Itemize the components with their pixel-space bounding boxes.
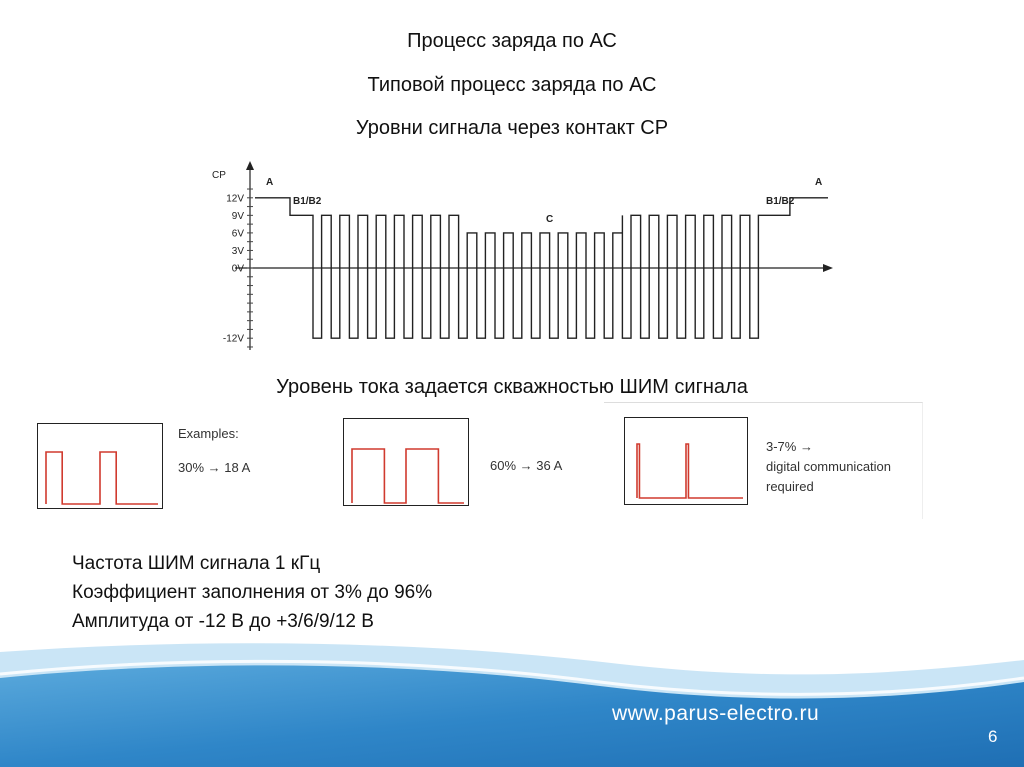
y-tick-label: 0V — [231, 263, 244, 275]
pwm-trace-30 — [38, 424, 162, 508]
example-3-7-line1: 3-7% → — [766, 439, 813, 454]
pwm-frequency-line: Частота ШИМ сигнала 1 кГц — [72, 553, 321, 574]
x-axis-arrow — [823, 264, 833, 272]
subtitle-typical-process: Типовой процесс заряда по АС — [367, 74, 657, 96]
axis-label-cp: CP — [212, 170, 226, 181]
pwm-trace-60 — [344, 419, 468, 505]
y-axis-arrow — [246, 161, 254, 170]
example-30-percent-text: 30% → 18 A — [178, 460, 251, 475]
example-60-percent-text: 60% → 36 A — [490, 458, 563, 473]
pwm-parameters — [72, 549, 432, 636]
subtitle-signal-levels: Уровни сигнала через контакт СР — [355, 117, 669, 139]
slide-title: Процесс заряда по АС — [407, 30, 617, 52]
y-tick-label: -12V — [222, 333, 244, 345]
pwm-example-panel-3 — [604, 402, 923, 519]
pwm-scope-box-3 — [624, 417, 748, 505]
y-axis-ticks — [223, 193, 244, 344]
examples-header: Examples: — [178, 426, 239, 441]
y-tick-label: 9V — [231, 210, 244, 222]
state-label-left-a: A — [266, 177, 274, 188]
y-tick-label: 6V — [231, 228, 244, 240]
state-label-right-b: B1/B2 — [766, 196, 795, 207]
pwm-scope-box-2 — [343, 418, 469, 506]
example-3-7-line2: digital communication — [766, 459, 892, 474]
state-label-center-c: C — [546, 214, 554, 225]
cp-signal-diagram — [195, 160, 845, 360]
y-tick-label: 12V — [226, 193, 244, 205]
amplitude-range-line: Амплитуда от -12 В до +3/6/9/12 В — [72, 611, 374, 632]
diagram-axes — [235, 161, 833, 350]
page-number: 6 — [988, 727, 998, 746]
footer-website-url[interactable]: www.parus-electro.ru — [612, 702, 820, 725]
pwm-trace-3-7 — [625, 418, 747, 504]
state-label-right-a: A — [815, 177, 823, 188]
state-label-left-b: B1/B2 — [293, 196, 322, 207]
pwm-example-panel-2 — [338, 414, 596, 510]
pwm-scope-box-1 — [37, 423, 163, 509]
example-3-7-line3: required — [766, 479, 814, 494]
y-tick-label: 3V — [231, 245, 244, 257]
pwm-example-panel-1 — [32, 418, 284, 514]
section-heading-pwm: Уровень тока задается скважностью ШИМ сигнала — [276, 376, 748, 398]
duty-cycle-range-line: Коэффициент заполнения от 3% до 96% — [72, 582, 433, 603]
footer-wave-decoration — [0, 630, 1024, 767]
